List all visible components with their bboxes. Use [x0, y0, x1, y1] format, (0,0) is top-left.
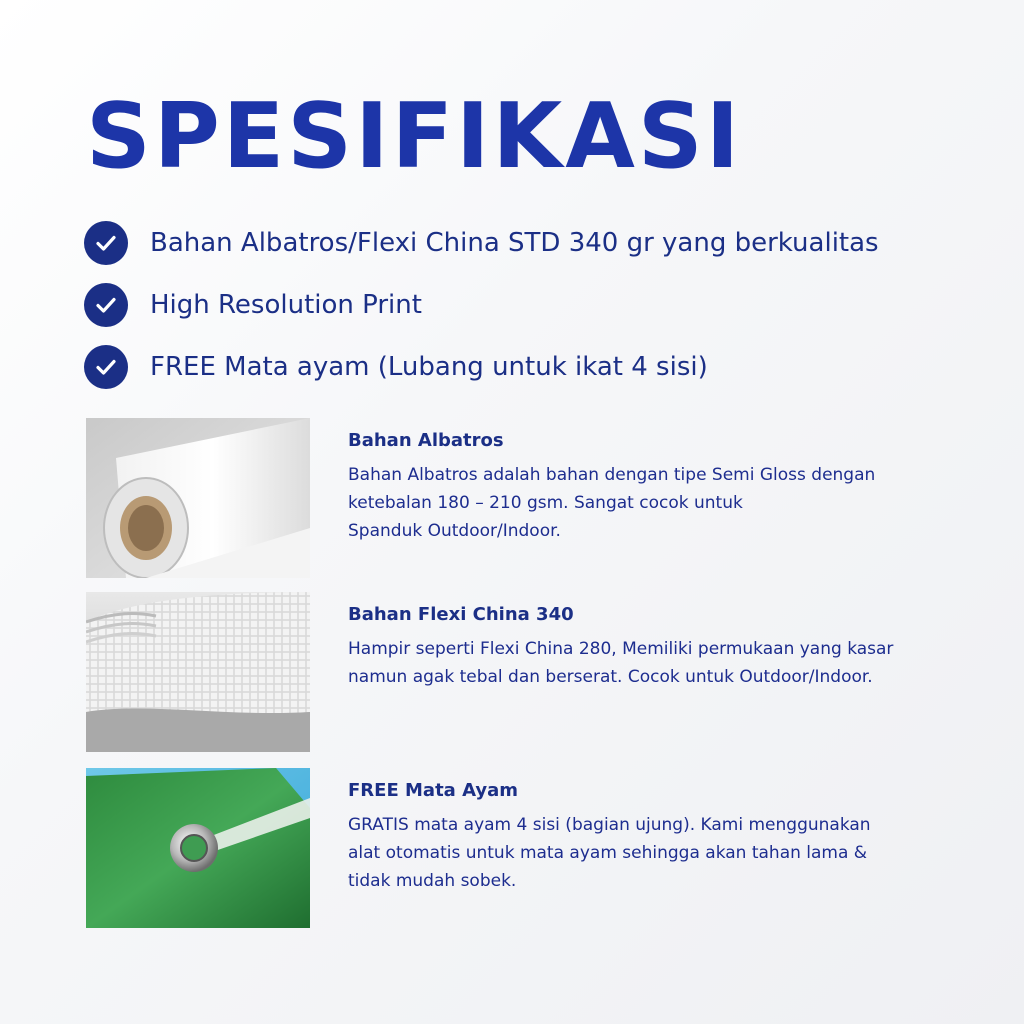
spec-item-flexi-china	[86, 592, 946, 752]
check-text: Bahan Albatros/Flexi China STD 340 gr yang berkualitas	[150, 228, 879, 258]
check-circle-icon	[84, 221, 128, 265]
check-circle-icon	[84, 345, 128, 389]
grommet-banner-image	[86, 768, 310, 928]
check-item	[84, 336, 879, 398]
spec-body: GRATIS mata ayam 4 sisi (bagian ujung). Kami menggunakan alat otomatis untuk mata ayam sehingga akan tahan lama & tidak mudah sobek.	[348, 815, 871, 891]
flexi-china-roll-image	[86, 592, 310, 752]
spec-item-mata-ayam	[86, 768, 946, 928]
spec-description	[348, 780, 958, 895]
spec-item-albatros	[86, 418, 946, 578]
check-text: High Resolution Print	[150, 290, 422, 320]
albatros-roll-image	[86, 418, 310, 578]
spec-checklist	[84, 212, 879, 398]
check-circle-icon	[84, 283, 128, 327]
spec-body: Hampir seperti Flexi China 280, Memiliki permukaan yang kasar namun agak tebal dan berserat. Cocok untuk Outdoor/Indoor.	[348, 639, 894, 687]
spec-description	[348, 604, 958, 691]
spec-body: Bahan Albatros adalah bahan dengan tipe Semi Gloss dengan ketebalan 180 – 210 gsm. Sangat cocok untuk Spanduk Outdoor/Indoor.	[348, 465, 876, 541]
spec-title: Bahan Flexi China 340	[348, 604, 574, 625]
spec-title: FREE Mata Ayam	[348, 780, 519, 801]
check-item	[84, 212, 879, 274]
page-title: SPESIFIKASI	[86, 84, 743, 189]
spec-title: Bahan Albatros	[348, 430, 504, 451]
check-text: FREE Mata ayam (Lubang untuk ikat 4 sisi)	[150, 352, 708, 382]
spec-description	[348, 430, 958, 545]
check-item	[84, 274, 879, 336]
